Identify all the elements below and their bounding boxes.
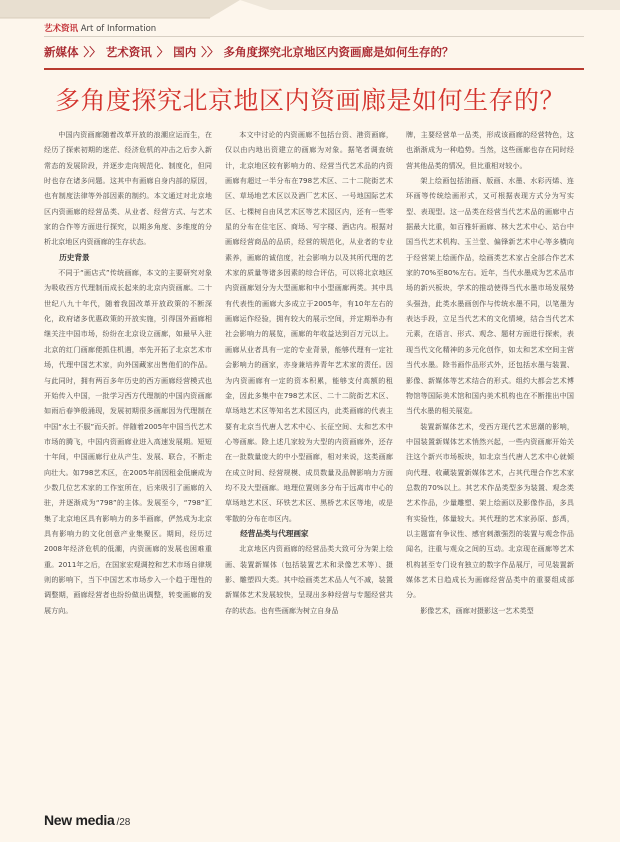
breadcrumb — [44, 44, 604, 60]
header-divider — [44, 36, 584, 37]
breadcrumb-item-art-news[interactable]: 艺术资讯 — [105, 45, 152, 59]
paragraph-video: 影像艺术，画廊对摄影这一艺术类型 — [420, 605, 534, 615]
paragraph-installation: 装置新媒体艺术，受西方现代艺术思潮的影响，中国装置新媒体艺术悄然兴起，一些内资画廊开始关注这个新兴市场板块，如北京当代唐人艺术中心就倾向代理、收藏装置新媒体艺术，占其代理合作艺术家总数的70%以上。其艺术作品类型多为装置、观念类艺术作品，少量雕塑、架上绘画以及影像作品，多具有实验性，体量较大。其代理的艺术家孙原、彭禹，以主题富有争议性、感官刺激强烈的装置与观念作品闻名，注重与观众之间的互动。北京现在画廊等艺术机构甚至专门设有独立的数字作品展厅，可见装置新媒体艺术日趋成长为画廊经营品类中的重要组成部分。 — [406, 421, 574, 600]
paragraph-intro: 中国内资画廊随着改革开放的浪潮应运而生，在经历了探索初期的迷茫、经济危机的冲击之后步入新常态的发展阶段，并逐步走向规范化、制度化，但同时也存在诸多问题。这其中有画廊自身内部的原因，也有制度法律等外部因素的制约。本文通过对北京地区内资画廊的经营品类、从业者、经营方式、与艺术家的合作等方面进行探究，以期多角度、多维度的分析北京地区内资画廊的生存状态。 — [44, 130, 212, 247]
section-label-en: Art of Information — [80, 24, 157, 34]
section-label-cn: 艺术资讯 — [44, 24, 79, 34]
article-column-1 — [44, 127, 212, 618]
paragraph-categories: 北京地区内资画廊的经营品类大致可分为架上绘画、装置新媒体（包括装置艺术和录像艺术等）、摄影、雕塑四大类。其中绘画类艺术品人气不减，装置新媒体艺术发展较快，呈现出多种经营与专题经营共存的状态。也有些画廊为树立自身品 — [225, 544, 393, 615]
breadcrumb-current: 多角度探究北京地区内资画廊是如何生存的？ — [223, 45, 454, 59]
page-footer — [44, 812, 130, 830]
article-column-2 — [225, 127, 393, 618]
paragraph-painting: 架上绘画包括油画、版画、水墨、水彩丙烯、连环画等传统绘画形式，又可根据表现方式分为写实型、表现型。这一品类在经营当代艺术品的画廊中占据最大比重，如百雅轩画廊、林大艺术中心、站台中国当代艺术机构、玉兰堂、偏锋新艺术中心等多横向于经营架上绘画作品，绘画类艺术家占全部合作艺术家的70%至80%左右。近年，当代水墨成为艺术品市场的新兴板块，学术的推动使得当代水墨市场发展势头强劲，此类水墨画创作与传统水墨不同，以笔墨为表达手段，立足当代艺术的文化情境，结合当代艺术元素，在语言、形式、观念、题材方面进行探索，表现当代文化精神的多元化创作，如太和艺术空间主营当代水墨。除书画作品形式外，还包括水墨与装置、影像、新媒体等艺术结合的形式。组约大都会艺术博物馆等国际美术馆和国内美术机构也在不断推出中国当代水墨的相关展览。 — [406, 176, 574, 416]
subheading-categories: 经营品类与代理画家 — [240, 528, 309, 538]
subheading-history: 历史背景 — [59, 252, 90, 262]
footer-brand: New media — [44, 812, 115, 828]
paragraph-gallery-types: 本文中讨论的内资画廊不包括台资、港资画廊，仅以由内地出资建立的画廊为对象。据笔者调查统计，北京地区较有影响力的、经营当代艺术品的内资画廊有超过一半分布在798艺术区、二十二院街艺术区、草场地艺术区以及酒厂艺术区、一号地国际艺术区、七棵树自由风艺术区等艺术园区内，还有一些零星的分布在住宅区、商场、写字楼、酒店内。根据对画廊经营商品的品质，经营的规范化，从业者的专业素养，画廊的诚信度，社会影响力以及其所代理的艺术家的质量等诸多因素的综合评估，可以将北京地区内资画廊划分为大型画廊和中小型画廊两类。其中具有代表性的画廊大多成立于2005年，有10年左右的画廊运作经验，拥有较大的展示空间，并定期举办有社会影响力的展览，画廊的年收益达到百万元以上。画廊从业者具有一定的专业背景，能够代理有一定社会影响力的画家，亦身兼培养青年艺术家的责任。因为内资画廊有一定的资本积累，能够支付高额的租金，因此多集中在798艺术区、二十二院街艺术区、草场地艺术区等知名艺术园区内，此类画廊的代表主要有北京当代唐人艺术中心、长征空间、太和艺术中心等画廊。除上述几家较为大型的内资画廊外，还存在一批数量庞大的中小型画廊，相对来说，这类画廊在成立时间、经营规模、成员数量及品牌影响力方面均不及大型画廊。地理位置则多分布于远离市中心的草场地艺术区、环铁艺术区、黑桥艺术区等地，或是零散的分布在市区内。 — [225, 130, 393, 523]
breadcrumb-separator: 〉〉 — [83, 45, 101, 59]
page-number: /28 — [116, 817, 131, 828]
article-column-3 — [406, 127, 574, 618]
section-tag — [44, 24, 156, 34]
breadcrumb-item-new-media[interactable]: 新媒体 — [44, 45, 79, 59]
paragraph-history: 不同于“画店式”传统画廊，本文的主要研究对象为吸收西方代理制而成长起来的北京内资画廊。二十世纪八九十年代，随着我国改革开放政策的不断深化，政府诸多优惠政策的开放实施，引得国外画廊相继关注中国市场，纷纷在北京设立画廊，如最早入驻北京的红门画廊便抓住机遇，率先开拓了北京艺术市场，代理中国艺术家，向外国藏家出售他们的作品。与此同时，拥有两百多年历史的西方画廊经营模式也开始传入中国，一批学习西方代理制的中国内资画廊如雨后春笋般涌现，发展初期很多画廊因为代理制在中国“水土不服”而夭折。伴随着2005年中国当代艺术市场的腾飞，中国内资画廊业进入高速发展期。短短十年间，中国画廊行业从产生、发展、联合，不断走向壮大。如798艺术区，在2005年前因租金低廉成为少数几位艺术家的工作室所在，后来吸引了画廊的入驻，并逐渐成为“798”的主体。发展至今，“798”汇集了北京地区具有影响力的多半画廊，俨然成为北京具有影响力的文化创意产业集聚区。期间，经历过2008年经济危机的低潮，内资画廊的发展也困难重重。2011年之后，在国家宏观调控和艺术市场自律规则的影响下，当下中国艺术市场步入一个趋于理性的调整期，画廊经营者也纷纷做出调整，转变画廊的发展方向。 — [44, 268, 212, 615]
breadcrumb-separator: 〉 — [156, 45, 169, 59]
breadcrumb-separator: 〉〉 — [201, 45, 219, 59]
paragraph-brand: 牌，主要经营单一品类，形成该画廊的经营特色，这也渐渐成为一种趋势。当然，这些画廊也存在同时经营其他品类的情况，但比重相对较小。 — [406, 130, 574, 170]
article-headline: 多角度探究北京地区内资画廊是如何生存的？ — [54, 86, 565, 115]
breadcrumb-divider — [44, 68, 584, 70]
breadcrumb-item-domestic[interactable]: 国内 — [173, 45, 197, 59]
